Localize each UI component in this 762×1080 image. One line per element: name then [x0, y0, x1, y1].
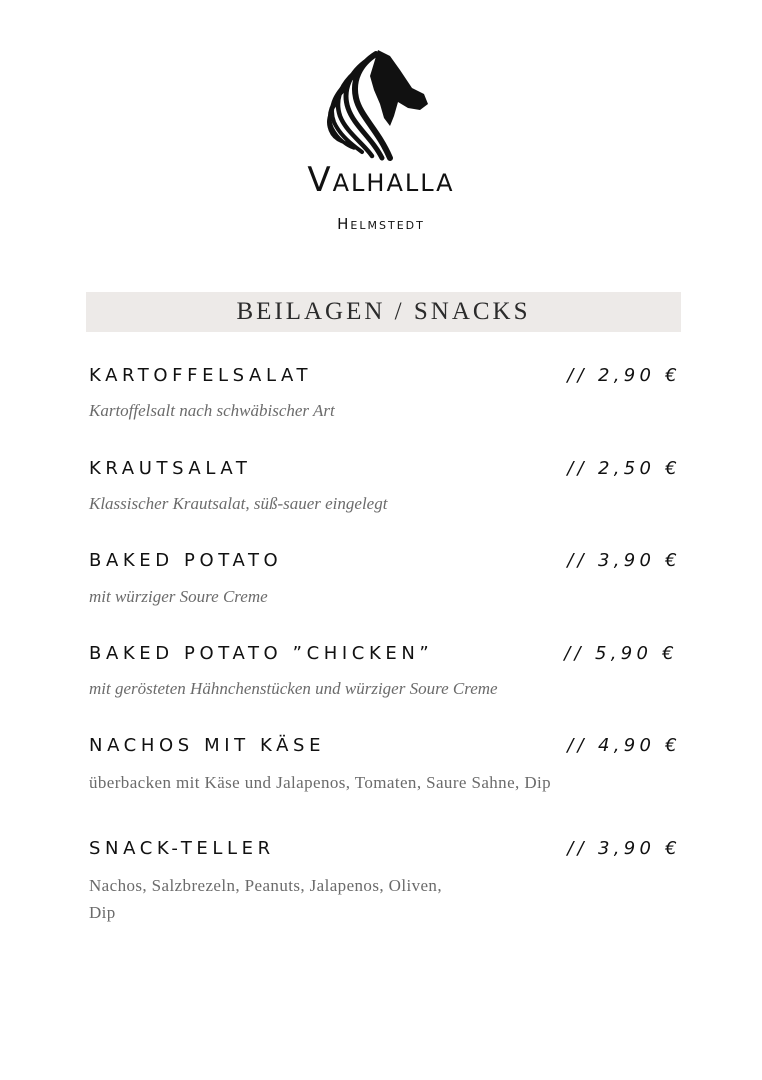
- menu-item-name: KARTOFFELSALAT: [89, 365, 313, 386]
- menu-item-price: // 3,90 €: [567, 838, 681, 859]
- menu-item-price: // 4,90 €: [567, 735, 681, 756]
- menu-item-name: NACHOS MIT KÄSE: [89, 735, 326, 756]
- menu-item-description: überbacken mit Käse und Jalapenos, Tomaten, Saure Sahne, Dip: [89, 773, 552, 792]
- menu-item-description: Kartoffelsalt nach schwäbischer Art: [89, 401, 335, 420]
- menu-item-price: // 2,50 €: [567, 458, 681, 479]
- brand-location: Helmstedt: [337, 215, 425, 233]
- menu-item-name: BAKED POTATO ”CHICKEN”: [89, 643, 434, 664]
- menu-item-description: Klassischer Krautsalat, süß-sauer eingelegt: [89, 494, 388, 513]
- menu-item-description: mit gerösteten Hähnchenstücken und würziger Soure Creme: [89, 679, 498, 698]
- section-title: BEILAGEN / SNACKS: [236, 298, 531, 325]
- menu-item-name: SNACK-TELLER: [89, 838, 275, 859]
- menu-item-description: mit würziger Soure Creme: [89, 587, 268, 606]
- menu-item-description: Nachos, Salzbrezeln, Peanuts, Jalapenos, Oliven, Dip: [89, 876, 442, 922]
- menu-item-price: // 2,90 €: [567, 365, 681, 386]
- menu-item-price: // 3,90 €: [567, 550, 681, 571]
- horse-head-icon: [320, 46, 435, 168]
- menu-item-name: BAKED POTATO: [89, 550, 283, 571]
- menu-item-price: // 5,90 €: [564, 643, 678, 664]
- menu-item-name: KRAUTSALAT: [89, 458, 252, 479]
- section-header: [86, 292, 681, 332]
- brand-name: Valhalla: [307, 160, 455, 200]
